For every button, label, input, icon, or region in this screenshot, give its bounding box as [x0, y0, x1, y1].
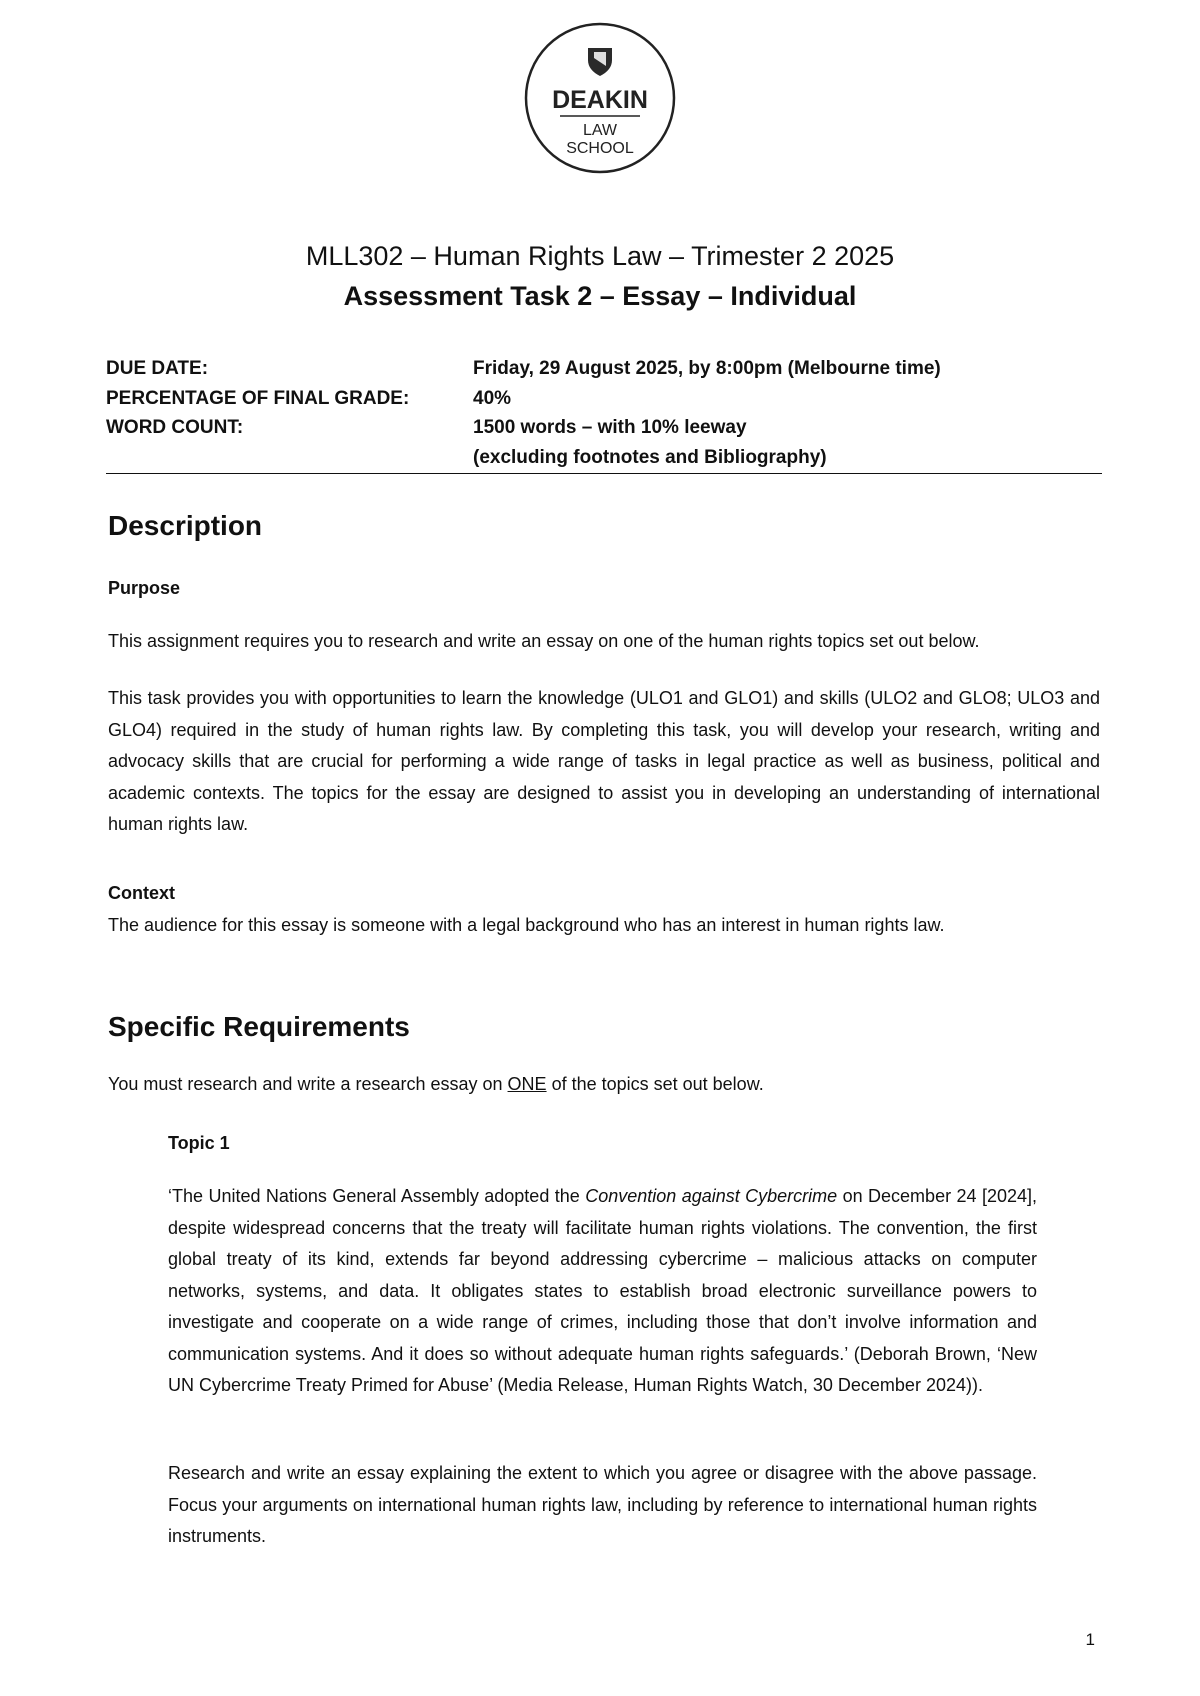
shield-icon [588, 48, 612, 76]
topic-1-task: Research and write an essay explaining the extent to which you agree or disagree with the above passage. Focus your arguments on international human rights law, including by reference to international human rights instruments. [168, 1463, 1037, 1546]
emphasis-one: ONE [507, 1074, 547, 1094]
deakin-law-school-logo [520, 18, 680, 178]
page-number: 1 [1085, 1630, 1095, 1649]
logo-name: DEAKIN [552, 86, 648, 114]
percentage-value: 40% [473, 387, 512, 409]
context-heading: Context [108, 883, 175, 903]
topic-1-title: Topic 1 [168, 1133, 230, 1153]
due-date-row [106, 354, 1106, 384]
purpose-paragraph-1: This assignment requires you to research and write an essay on one of the human rights topics set out below. [108, 631, 980, 651]
word-count-note-row [106, 443, 1106, 473]
word-count-row [106, 413, 1106, 443]
due-date-label: DUE DATE: [106, 358, 209, 379]
context-paragraph: The audience for this essay is someone with a legal background who has an interest in human rights law. [108, 915, 945, 935]
percentage-label: PERCENTAGE OF FINAL GRADE: [106, 387, 410, 409]
logo-line-law: LAW [582, 122, 618, 139]
assessment-details [106, 354, 1106, 472]
course-title: MLL302 – Human Rights Law – Trimester 2 2025 [305, 241, 895, 271]
word-count-note: (excluding footnotes and Bibliography) [473, 446, 827, 468]
word-count-label: WORD COUNT: [106, 417, 244, 438]
requirements-intro: You must research and write a research essay on ONE of the topics set out below. [108, 1074, 764, 1094]
purpose-paragraph-2: This task provides you with opportunities to learn the knowledge (ULO1 and GLO1) and skills (ULO2 and GLO8; ULO3 and GLO4) required in the study of human rights law. By completing this task, you will develop your research, writing and advocacy skills that are crucial for performing a wide range of tasks in legal practice as well as business, political and academic contexts. The topics for the essay are designed to assist you in developing an understanding of international human rights law. [108, 688, 1100, 834]
convention-title: Convention against Cybercrime [585, 1186, 838, 1206]
requirements-heading: Specific Requirements [108, 1011, 410, 1042]
assessment-title: Assessment Task 2 – Essay – Individual [343, 281, 857, 311]
description-heading: Description [108, 510, 263, 541]
topic-1-quote: ‘The United Nations General Assembly adopted the Convention against Cybercrime on December 24 [2024], despite widespread concerns that the treaty will facilitate human rights violations. The convention, the first global treaty of its kind, extends far beyond addressing cybercrime – malicious attacks on computer networks, systems, and data. It obligates states to establish broad electronic surveillance powers to investigate and cooperate on a wide range of crimes, including those that don’t involve information and communication systems. And it does so without adequate human rights safeguards.’ (Deborah Brown, ‘New UN Cybercrime Treaty Primed for Abuse’ (Media Release, Human Rights Watch, 30 December 2024)). [168, 1186, 1037, 1395]
logo-line-school: SCHOOL [566, 140, 634, 157]
header-divider [106, 473, 1102, 474]
word-count-value: 1500 words – with 10% leeway [473, 417, 747, 438]
purpose-heading: Purpose [108, 578, 181, 598]
document-title [0, 236, 1200, 316]
due-date-value: Friday, 29 August 2025, by 8:00pm (Melbourne time) [473, 358, 941, 379]
percentage-row [106, 384, 1106, 414]
